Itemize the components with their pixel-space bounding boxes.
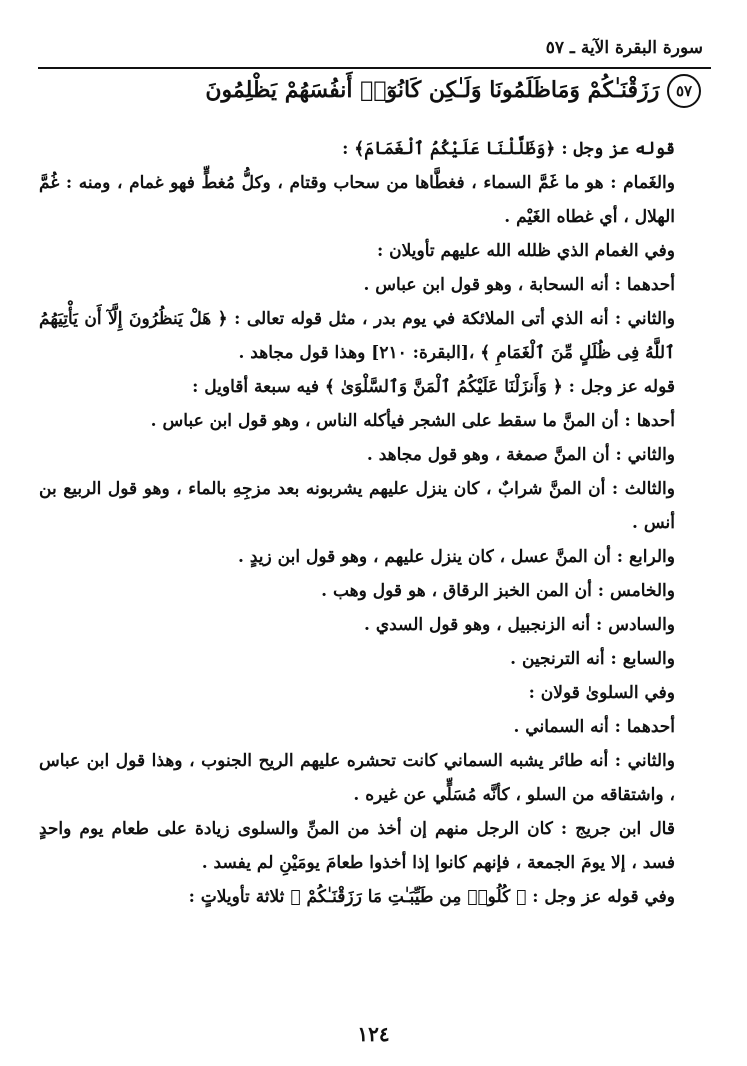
paragraph: والثاني : أنه الذي أتى الملائكة في يوم بدر ، مثل قوله تعالى : ﴿ هَلْ يَنظُرُونَ إِلَّآ أَن يَأْتِيَهُمُ ٱللَّهُ فِى ظُلَلٍ مِّنَ ٱلْغَمَامِ ﴾ ،[البقرة: ٢١٠] وهذا قول مجاهد . bbox=[39, 309, 675, 363]
paragraph: والغَمام : هو ما غَمَّ السماء ، فغطَّاها من سحاب وقتام ، وكلُّ مُغطٍّ فهو غمام ، ومنه : غُمَّ الهلال ، أي غطاه الغَيْم . bbox=[39, 173, 675, 227]
paragraph: قوله عز وجل : ﴿ وَأَنزَلْنَا عَلَيْكُمُ ٱلْمَنَّ وَٱلسَّلْوَىٰ ﴾ فيه سبعة أقاويل : bbox=[192, 377, 675, 397]
paragraph: قال ابن جريج : كان الرجل منهم إن أخذ من المنِّ والسلوى زيادة على طعام يوم واحدٍ فسد ، إلا يومَ الجمعة ، فإنهم كانوا إذا أخذوا طعامَ يومَيْنِ لم يفسد . bbox=[39, 819, 675, 873]
quran-verse bbox=[37, 74, 707, 108]
paragraph: أحدها : أن المنَّ ما سقط على الشجر فيأكله الناس ، وهو قول ابن عباس . bbox=[150, 411, 675, 431]
page-number: ١٢٤ bbox=[357, 1022, 390, 1046]
header-rule bbox=[38, 67, 711, 69]
paragraph: أحدهما : أنه السحابة ، وهو قول ابن عباس . bbox=[363, 275, 675, 295]
paragraph: أحدهما : أنه السماني . bbox=[513, 717, 675, 737]
paragraph: وفي قوله عز وجل : ﴿ كُلُوا۟ مِن طَيِّبَـٰتِ مَا رَزَقْنَـٰكُمْ ﴾ ثلاثة تأويلاتٍ : bbox=[188, 887, 675, 907]
paragraph: والسادس : أنه الزنجبيل ، وهو قول السدي . bbox=[363, 615, 675, 635]
page-header: سورة البقرة الآية ـ ٥٧ bbox=[545, 38, 703, 58]
paragraph: وفي الغمام الذي ظلله الله عليهم تأويلان : bbox=[376, 241, 675, 261]
verse-text: رَزَقْنَـٰكُمْ وَمَاظَلَمُونَا وَلَـٰكِن كَانُوٓا۟ أَنفُسَهُمْ يَظْلِمُونَ bbox=[205, 77, 660, 103]
paragraph: والخامس : أن المن الخبز الرقاق ، هو قول وهب . bbox=[321, 581, 675, 601]
paragraph: قوله عز وجل : ﴿وَظَلَّلْنَا عَلَيْكُمُ ٱلْغَمَامَ﴾ : bbox=[342, 139, 675, 159]
paragraph: والثالث : أن المنَّ شرابٌ ، كان ينزل عليهم يشربونه بعد مزجِهِ بالماء ، وهو قول الربيع بن أنس . bbox=[39, 479, 675, 533]
paragraph: والثاني : أن المنَّ صمغة ، وهو قول مجاهد . bbox=[366, 445, 675, 465]
paragraph: والسابع : أنه الترنجين . bbox=[510, 649, 675, 669]
paragraph: وفي السلوىٰ قولان : bbox=[528, 683, 675, 703]
paragraph: والثاني : أنه طائر يشبه السماني كانت تحشره عليهم الريح الجنوب ، وهذا قول ابن عباس ، واشتقاقه من السلو ، كأنَّه مُسَلٍّي عن غيره . bbox=[39, 751, 675, 805]
commentary-body bbox=[39, 132, 703, 914]
verse-number-badge: ٥٧ bbox=[667, 74, 701, 108]
paragraph: والرابع : أن المنَّ عسل ، كان ينزل عليهم ، وهو قول ابن زيدٍ . bbox=[238, 547, 675, 567]
